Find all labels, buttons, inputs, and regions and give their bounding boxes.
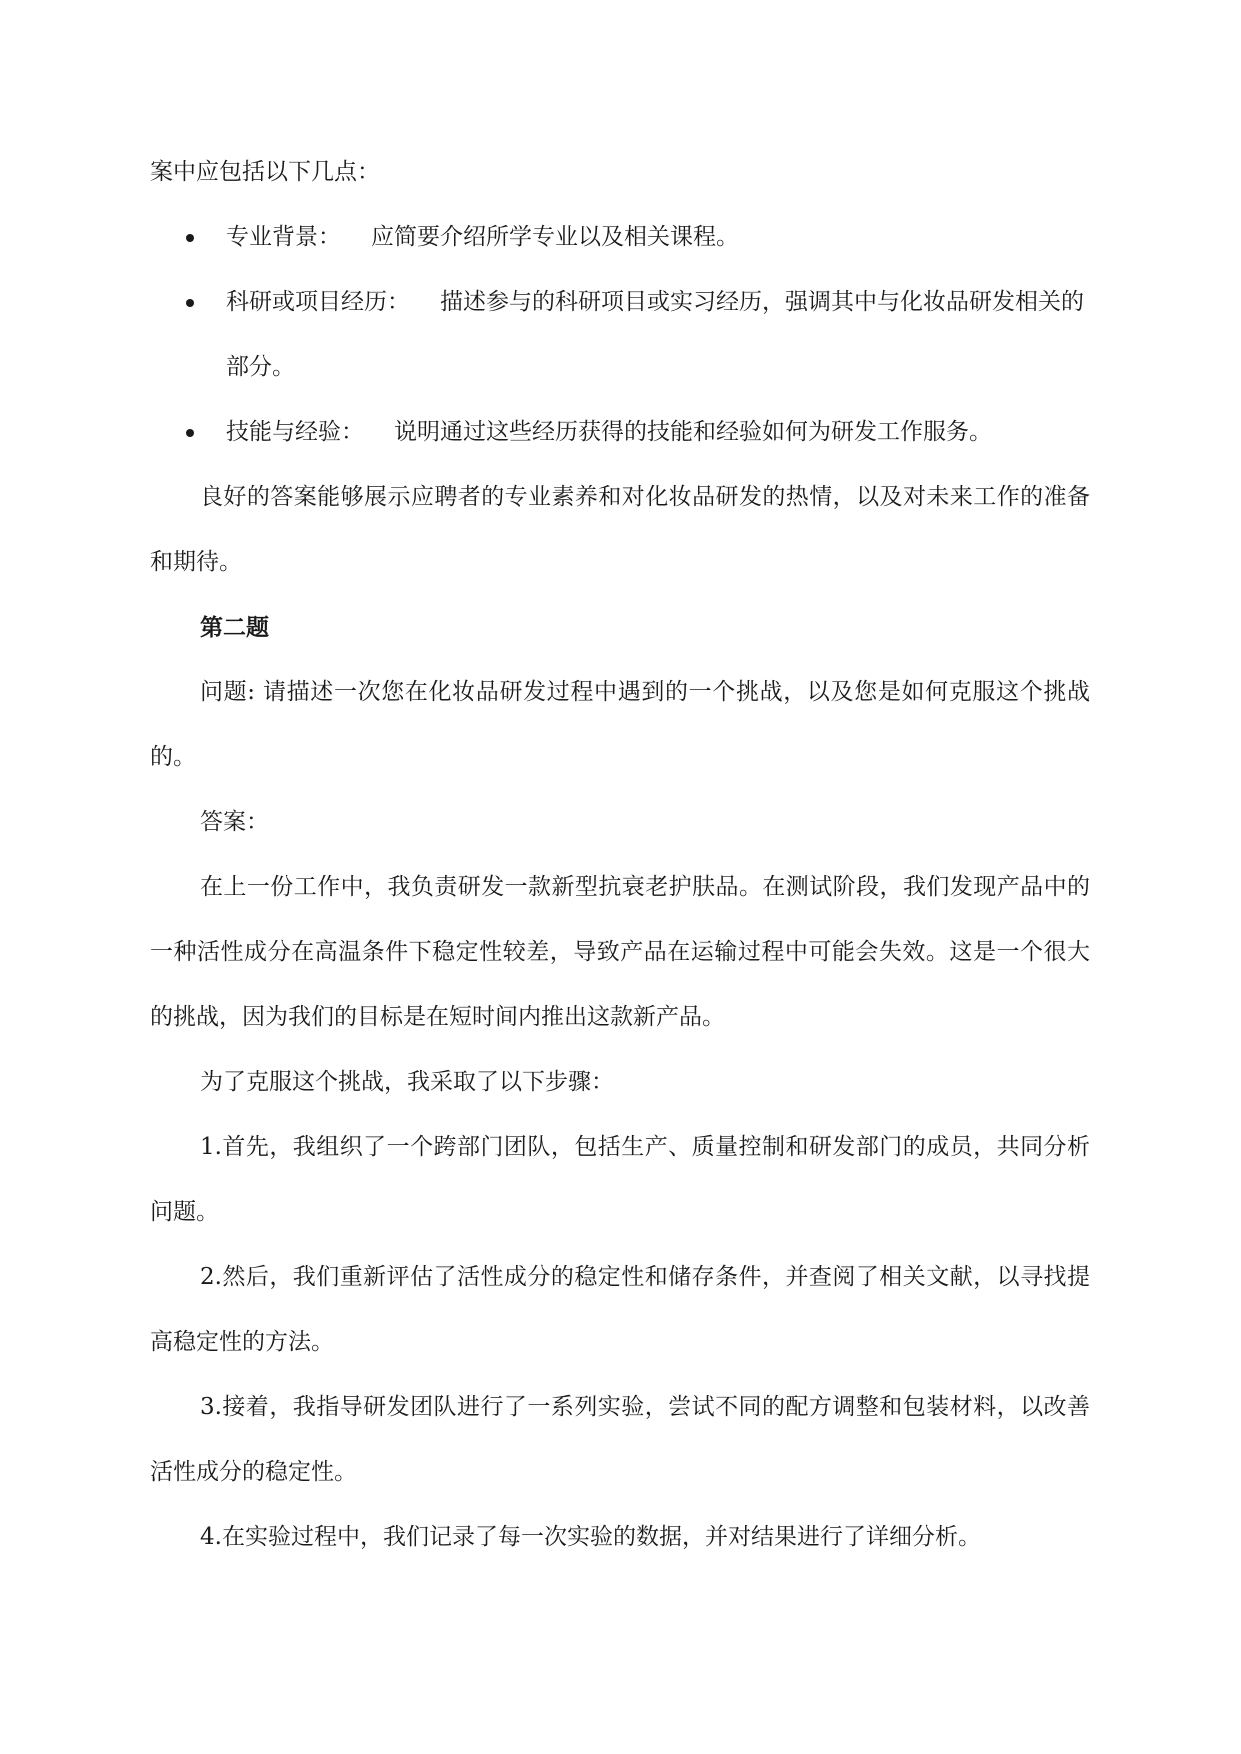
document-body bbox=[150, 140, 1090, 1570]
summary-paragraph: 良好的答案能够展示应聘者的专业素养和对化妆品研发的热情，以及对未来工作的准备和期待。 bbox=[150, 484, 1090, 575]
intro-line: 案中应包括以下几点： bbox=[150, 159, 380, 185]
answer-points-list bbox=[150, 205, 1090, 465]
question-paragraph: 问题: 请描述一次您在化妆品研发过程中遇到的一个挑战，以及您是如何克服这个挑战的。 bbox=[150, 679, 1090, 770]
list-item-term: 技能与经验： bbox=[226, 419, 364, 445]
bullet-icon bbox=[186, 234, 194, 242]
bullet-icon bbox=[186, 299, 194, 307]
list-item-term: 专业背景： bbox=[226, 224, 341, 250]
step-item: 1.首先，我组织了一个跨部门团队，包括生产、质量控制和研发部门的成员，共同分析问题。 bbox=[150, 1134, 1090, 1225]
bullet-icon bbox=[186, 429, 194, 437]
list-item bbox=[150, 270, 1090, 400]
list-item-description: 描述参与的科研项目或实习经历，强调其中与化妆品研发相关的部分。 bbox=[226, 289, 1084, 380]
answer-label: 答案： bbox=[200, 809, 269, 835]
step-item: 3.接着，我指导研发团队进行了一系列实验，尝试不同的配方调整和包装材料，以改善活性成分的稳定性。 bbox=[150, 1394, 1090, 1485]
steps-intro: 为了克服这个挑战，我采取了以下步骤： bbox=[200, 1069, 614, 1095]
list-item-term: 科研或项目经历： bbox=[226, 289, 410, 315]
step-item: 2.然后，我们重新评估了活性成分的稳定性和储存条件，并查阅了相关文献，以寻找提高稳定性的方法。 bbox=[150, 1264, 1090, 1355]
list-item bbox=[150, 205, 1090, 270]
step-item: 4.在实验过程中，我们记录了每一次实验的数据，并对结果进行了详细分析。 bbox=[200, 1524, 981, 1550]
answer-paragraph: 在上一份工作中，我负责研发一款新型抗衰老护肤品。在测试阶段，我们发现产品中的一种活性成分在高温条件下稳定性较差，导致产品在运输过程中可能会失效。这是一个很大的挑战，因为我们的目标是在短时间内推出这款新产品。 bbox=[150, 874, 1090, 1030]
list-item bbox=[150, 400, 1090, 465]
list-item-description: 说明通过这些经历获得的技能和经验如何为研发工作服务。 bbox=[394, 419, 992, 445]
section-heading: 第二题 bbox=[200, 614, 269, 641]
list-item-description: 应简要介绍所学专业以及相关课程。 bbox=[371, 224, 739, 250]
